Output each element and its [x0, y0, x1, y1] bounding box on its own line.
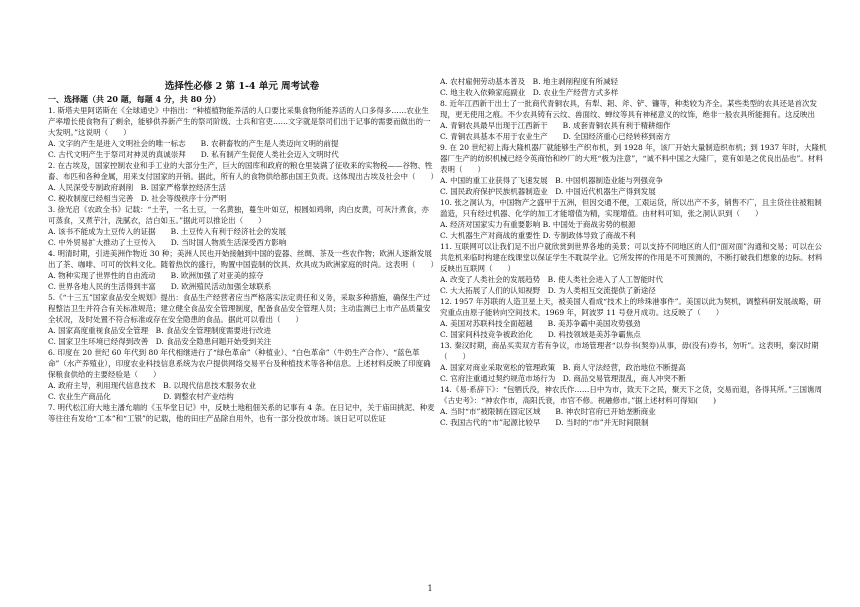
right-line: C. 我国古代的“市”起源比较早 D. 当时的“市”并无时间限制 [440, 418, 649, 427]
right-line: 9. 在 20 世纪初上海大隆机器厂就能够生产织布机，到 1928 年，该厂开始大量制造织布机；到 1937 年时，大隆机器厂生产的纺织机械已经令英商怡和纱厂的大班“极为注意”，“诚不料中国之大隆厂，竟有如是之优良出品也”。材料表明（ ） [440, 143, 827, 174]
left-line: C. 中外贸易扩大推动了土豆传入 D. 当时国人物质生活深受西方影响 [48, 238, 287, 247]
right-line: C. 官府注重通过契约规范市场行为 D. 商品交易管理混乱，商人冲突不断 [440, 374, 686, 383]
left-line: C. 世界各地人民的生活得到丰富 D. 欧洲殖民活动加强全球联系 [48, 282, 272, 291]
right-line: C. 大机器生产对商战的重要性 D. 专制政体导致了商战不利 [440, 231, 636, 240]
left-line: 6. 印度在 20 世纪 60 年代到 80 年代相继进行了“绿色革命”（种植业）、“白色革命”（牛奶生产合作）、“蓝色革命”（水产养殖业），印度农业科技信息系统为农户提供网络交易平台及种植技术等各种信息。上述材料反映了印度确保粮食供给的主要经验是（ ） [48, 348, 431, 379]
right-line: C. 地主收入依赖家庭副业 D. 农业生产经营方式多样 [440, 88, 619, 97]
right-line: A. 经济对国家实力有重要影响 B. 中国处于商战劣势的根源 [440, 220, 636, 229]
right-line: C. 国家间科技竞争被政治化 D. 科技领域是美苏争霸焦点 [440, 330, 641, 339]
section-heading: 一、选择题（共 20 题，每题 4 分，共 80 分） [48, 94, 221, 104]
right-column [440, 76, 828, 428]
right-line: C. 青铜农具基本不用于农业生产 D. 全国经济重心已经转移到南方 [440, 132, 671, 141]
page-number: 1 [427, 584, 433, 593]
left-line: C. 税收制度已经相当完善 D. 社会等级秩序十分严明 [48, 194, 227, 203]
right-line: 13. 秦汉时期，商品买卖双方若有争议，市场管理者“以券书(契券)从事，毋(没有)券书，勿听”。这表明，秦汉时期（ ） [440, 341, 819, 361]
left-line: 4. 明清时期，引进美洲作物近 30 种；美洲人民也开始接触到中国的瓷器、丝绸、茶及一些农作物；欧洲人逐渐发展出了茶、咖啡、可可的饮料文化。随着热饮的盛行，购置中国瓷制的饮具、炊具成为欧洲家庭的时尚。这表明（ ） [48, 249, 438, 269]
left-column [48, 92, 436, 424]
right-line: A. 农村雇佣劳动基本普及 B. 地主剥削程度有所减轻 [440, 77, 618, 86]
left-line: A. 文字的产生是进入文明社会的唯一标志 B. 农耕畜牧的产生是人类迈向文明的前提 [48, 139, 339, 148]
left-line: A. 物种实现了世界性的自由流动 B. 欧洲加强了对亚美的掠夺 [48, 271, 264, 280]
left-line: 1. 斯塔夫里阿诺斯在《全球通史》中指出：“种植植物能养活的人口要比采集食物所能养活的人口多得多……农业生产率增长使食物有了剩余，能够供养新产生的祭司阶级、士兵和官吏……文字就是祭司们出于记事的需要而做出的一大发明。”这说明（ ） [48, 106, 431, 137]
right-line: A. 美国对苏联科技全面超越 B. 美苏争霸中美国攻势强劲 [440, 319, 641, 328]
left-line: 5.《“十三五”国家食品安全规划》提出：食品生产经营者应当严格落实法定责任和义务，采取多种措施，确保生产过程整洁卫生并符合有关标准规范；建立健全食品安全管理制度，配备食品安全管理人员；主动监测已上市产品质量安全状况，及时处置不符合标准或存在安全隐患的食品。据此可以看出（ ） [48, 293, 431, 324]
left-line: A. 人民深受专制政府剥削 B. 国家严格掌控经济生活 [48, 183, 226, 192]
left-line: C. 古代文明产生于祭司对神灵的真诚崇拜 D. 私有制产生促使人类社会迈入文明时代 [48, 150, 339, 159]
left-line: C. 农业生产商品化 D. 调整农村产业结构 [48, 392, 234, 401]
left-line: 2. 在古埃及，国家控制农业和手工业的大部分生产，巨大的国库和政府的粮仓里装满了征收来的实物税——谷物、牲畜、布匹和各种金属，用来支付国家的开销。据此，所有人的食物供给都由国王负责。这体现出古埃及社会中（ ） [48, 161, 438, 181]
left-line: 7. 明代松江府大地主潘允端的《玉华堂日记》中，反映土地租佃关系的记事有 4 条。在日记中，关于庙田挑泥、种麦等往往有发给“工本”和“工银”的记载，他的田庄产品除自用外，也有一部分投放市场。该日记可以佐证 [48, 403, 435, 423]
left-line: A. 政府主导，利用现代信息技术 B. 以现代信息技术服务农业 [48, 381, 256, 390]
right-line: A. 当时“市”被限制在固定区域 B. 神农时官府已开始垄断商业 [440, 407, 656, 416]
right-line: 14.《易·系辞下》：“包牺氏没，神农氏作……日中为市，致天下之民，聚天下之货，交易而退，各得其所。”三国谯周《古史考》：“神农作市，高阳氏衰，市官不修。祝融修市。”据上述材料可得知( ) [440, 385, 822, 405]
exam-title: 选择性必修 2 第 1-4 单元 周考试卷 [164, 81, 320, 92]
left-line: A. 国家高度重视食品安全管理 B. 食品安全管理制度需要进行改进 [48, 326, 271, 335]
left-line: C. 国家卫生环境已经得到改善 D. 食品安全隐患问题开始受到关注 [48, 337, 272, 346]
right-line: C. 国民政府保护民族机器制造业 D. 中国近代机器生产得到发展 [440, 187, 656, 196]
right-line: 10. 张之洞认为，中国物产之盛甲于五洲，但因交通不便，工艰运货，所以出产不多，销售不广，且主货往往被粗制滥造，只有经过机器、化学的加工才能增值为精，实现增值。由材料可知，张之洞认识到（ ） [440, 198, 822, 218]
right-line: A. 国家对商业采取宽松的管理政策 B. 商人守法经营，政治地位不断提高 [440, 363, 686, 372]
right-line: 8. 近年江西新干出土了一批商代青铜农具，有犁、耜、斧、铲、镰等，种类较为齐全。某些类型的农具还是首次发现，更无使用之痕。不少农具铸有云纹、兽面纹、蝉纹等具有神秘意义的纹饰，绝非一般农具所能拥有。这反映出 [440, 99, 818, 119]
right-line: 11. 互联网可以让我们足不出户就欣赏到世界各地的美景；可以支持不同地区的人们“面对面”沟通和交易；可以在公共危机来临时构建在线课堂以保证学生不耽误学业。它所发挥的作用是不可预测的，不断打破我们想象的边际。材料反映出互联网（ ） [440, 242, 823, 273]
right-line: A. 中国的重工业获得了飞速发展 B. 中国机器制造业能与列强竞争 [440, 176, 663, 185]
left-line: A. 该书不能成为土豆传入的证据 B. 土豆传入有利于经济社会的发展 [48, 227, 286, 236]
right-line: 12. 1957 年苏联的人造卫星上天，被美国人看成“技术上的珍珠港事件”。美国以此为契机，调整科研发展战略，研究重点由原子能转向空间技术。1969 年，阿波罗 11 号登月成功。这反映了（ ） [440, 297, 821, 317]
right-line: C. 大大拓展了人们的认知视野 D. 为人类相互交流提供了新途径 [440, 286, 656, 295]
right-line: A. 青铜农具最早出现于江西新干 B. 成套青铜农具有利于精耕细作 [440, 121, 671, 130]
right-line: A. 改变了人类社会的发展趋势 B. 使人类社会进入了人工智能时代 [440, 275, 663, 284]
left-line: 3. 徐光启《农政全书》记载：“土芋，一名土豆，一名黄独，蔓生叶如豆，根圆如鸡卵，肉白皮黄，可灰汁煮食，亦可蒸食，又煮芋汁，洗腻衣，洁白如玉。”据此可以推论出（ ） [48, 205, 429, 225]
